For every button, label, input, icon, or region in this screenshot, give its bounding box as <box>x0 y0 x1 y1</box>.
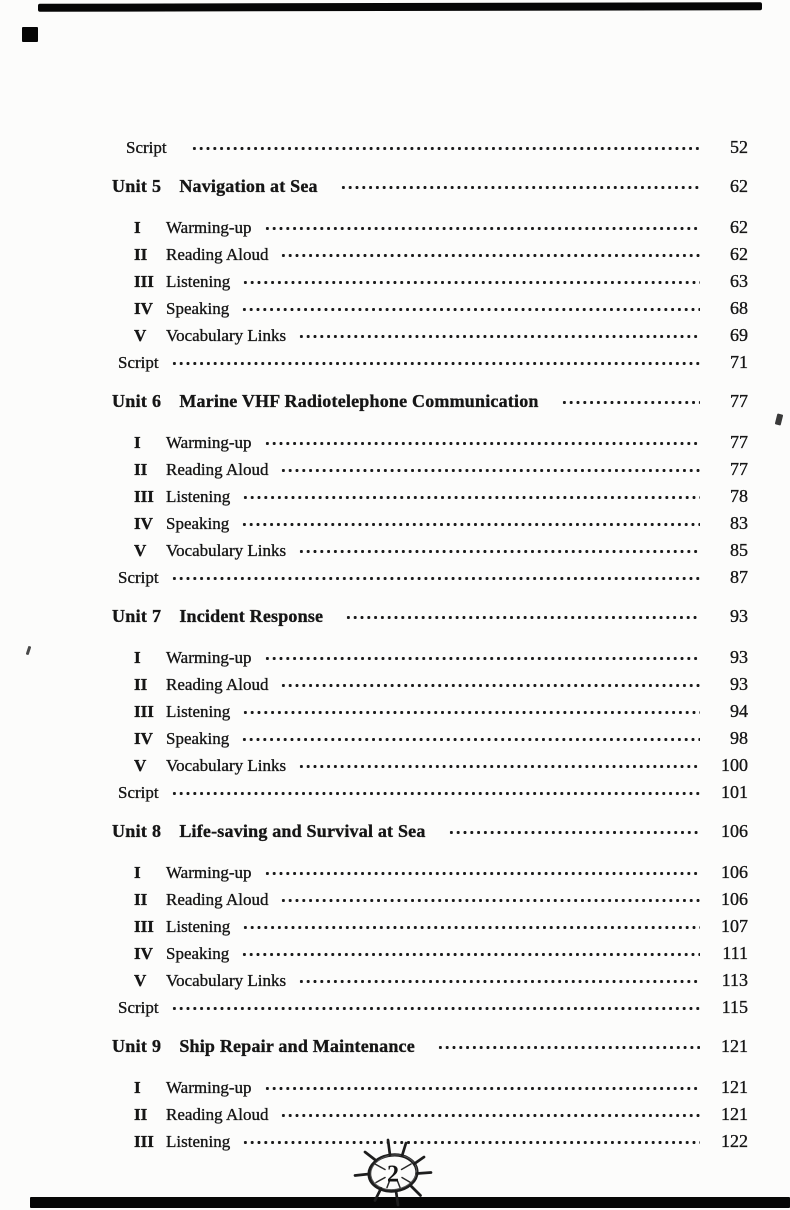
dot-leader <box>264 429 701 456</box>
toc-unit-row <box>0 388 790 415</box>
page-number-value: 93 <box>730 647 748 667</box>
toc-section-row <box>0 241 790 268</box>
dot-leader <box>345 603 700 630</box>
toc-section-row <box>0 752 790 779</box>
page-number-value: 77 <box>730 459 748 479</box>
section-label: Reading Aloud <box>166 459 269 479</box>
unit-title: Navigation at Sea <box>179 176 318 196</box>
section-numeral: I <box>134 217 141 237</box>
dot-leader <box>448 818 700 845</box>
dot-leader <box>171 564 700 591</box>
toc-section-row <box>0 429 790 456</box>
toc-script-row <box>0 994 790 1021</box>
section-numeral: III <box>134 486 154 506</box>
page-number-value: 93 <box>730 606 748 626</box>
dot-leader <box>171 779 700 806</box>
toc-unit-row <box>0 173 790 200</box>
section-numeral: II <box>134 889 148 909</box>
section-label: Warming-up <box>166 432 252 452</box>
section-numeral: III <box>134 1131 154 1151</box>
page-number-value: 115 <box>721 997 748 1017</box>
dot-leader <box>242 698 700 725</box>
page-number-value: 85 <box>730 540 748 560</box>
toc-section-row <box>0 322 790 349</box>
page-number-value: 62 <box>730 217 748 237</box>
dot-leader <box>264 644 701 671</box>
page-number-value: 83 <box>730 513 748 533</box>
section-numeral: III <box>134 701 154 721</box>
toc-section-row <box>0 456 790 483</box>
section-numeral: I <box>134 862 141 882</box>
section-numeral: IV <box>134 513 153 533</box>
section-label: Listening <box>166 701 231 721</box>
page-number-value: 94 <box>730 701 748 721</box>
toc-script-row <box>0 134 790 161</box>
section-numeral: II <box>134 1104 148 1124</box>
section-label: Listening <box>166 271 231 291</box>
section-numeral: I <box>134 432 141 452</box>
dot-leader <box>298 967 700 994</box>
page-number-value: 63 <box>730 271 748 291</box>
dot-leader <box>241 725 700 752</box>
page-number-value: 78 <box>730 486 748 506</box>
section-label: Warming-up <box>166 217 252 237</box>
page-number-value: 77 <box>730 432 748 452</box>
section-numeral: III <box>134 271 154 291</box>
section-label: Speaking <box>166 513 230 533</box>
section-label: Warming-up <box>166 647 252 667</box>
dot-leader <box>242 483 700 510</box>
dot-leader <box>242 1128 700 1155</box>
section-label: Reading Aloud <box>166 674 269 694</box>
section-label: Vocabulary Links <box>166 755 287 775</box>
toc-section-row <box>0 214 790 241</box>
unit-number: Unit 5 <box>112 176 162 196</box>
section-label: Speaking <box>166 298 230 318</box>
dot-leader <box>171 349 700 376</box>
section-label: Listening <box>166 916 231 936</box>
dot-leader <box>280 241 700 268</box>
toc-unit-row <box>0 1033 790 1060</box>
toc-unit-row <box>0 818 790 845</box>
section-label: Reading Aloud <box>166 1104 269 1124</box>
section-numeral: V <box>134 970 147 990</box>
dot-leader <box>242 268 700 295</box>
page-number-value: 107 <box>721 916 748 936</box>
toc-section-row <box>0 483 790 510</box>
page-number-value: 100 <box>721 755 748 775</box>
dot-leader <box>437 1033 700 1060</box>
section-numeral: II <box>134 459 148 479</box>
unit-number: Unit 7 <box>112 606 162 626</box>
dot-leader <box>340 173 700 200</box>
section-label: Vocabulary Links <box>166 970 287 990</box>
section-label: Script <box>118 352 159 372</box>
toc-section-row <box>0 1101 790 1128</box>
section-numeral: V <box>134 755 147 775</box>
section-numeral: IV <box>134 728 153 748</box>
section-numeral: IV <box>134 943 153 963</box>
toc-section-row <box>0 510 790 537</box>
dot-leader <box>280 671 700 698</box>
page-number-value: 69 <box>730 325 748 345</box>
dot-leader <box>298 537 700 564</box>
dot-leader <box>280 886 700 913</box>
page-number-value: 62 <box>730 244 748 264</box>
section-numeral: III <box>134 916 154 936</box>
page-number-value: 98 <box>730 728 748 748</box>
section-label: Speaking <box>166 728 230 748</box>
page-number-value: 122 <box>721 1131 748 1151</box>
page-number-value: 106 <box>721 889 748 909</box>
section-numeral: V <box>134 325 147 345</box>
toc-section-row <box>0 295 790 322</box>
dot-leader <box>280 1101 700 1128</box>
dot-leader <box>171 994 700 1021</box>
page-number-value: 106 <box>721 821 748 841</box>
page-number-value: 77 <box>730 391 748 411</box>
section-numeral: II <box>134 244 148 264</box>
dot-leader <box>298 322 700 349</box>
dot-leader <box>241 295 700 322</box>
page-number-value: 113 <box>721 970 748 990</box>
unit-title: Incident Response <box>179 606 324 626</box>
page-number-emblem <box>348 1136 438 1210</box>
toc-section-row <box>0 1074 790 1101</box>
dot-leader <box>191 134 700 161</box>
section-label: Speaking <box>166 943 230 963</box>
section-label: Warming-up <box>166 1077 252 1097</box>
page-number-value: 87 <box>730 567 748 587</box>
toc-section-row <box>0 940 790 967</box>
page-number-value: 121 <box>721 1077 748 1097</box>
page-number-value: 62 <box>730 176 748 196</box>
section-label: Warming-up <box>166 862 252 882</box>
dot-leader <box>241 940 700 967</box>
unit-number: Unit 6 <box>112 391 162 411</box>
section-label: Reading Aloud <box>166 889 269 909</box>
section-label: Script <box>118 782 159 802</box>
unit-title: Life-saving and Survival at Sea <box>179 821 426 841</box>
toc-script-row <box>0 349 790 376</box>
toc-section-row <box>0 268 790 295</box>
section-label: Script <box>118 567 159 587</box>
page-number-value: 52 <box>730 137 748 157</box>
dot-leader <box>264 859 701 886</box>
unit-title: Marine VHF Radiotelephone Communication <box>179 391 539 411</box>
unit-title: Ship Repair and Maintenance <box>179 1036 415 1056</box>
section-numeral: V <box>134 540 147 560</box>
page-number-value: 106 <box>721 862 748 882</box>
sun-wheel-circle-icon <box>348 1136 438 1210</box>
toc-unit-row <box>0 603 790 630</box>
page-number-value: 93 <box>730 674 748 694</box>
scan-artifact-corner-square <box>22 27 38 42</box>
page-number-value: 121 <box>721 1104 748 1124</box>
toc-section-row <box>0 698 790 725</box>
toc-section-row <box>0 725 790 752</box>
dot-leader <box>561 388 700 415</box>
toc-script-row <box>0 564 790 591</box>
dot-leader <box>280 456 700 483</box>
page-number-value: 111 <box>722 943 748 963</box>
page-number-value: 101 <box>721 782 748 802</box>
section-numeral: IV <box>134 298 153 318</box>
dot-leader <box>264 214 701 241</box>
unit-number: Unit 8 <box>112 821 162 841</box>
page-number-value: 121 <box>721 1036 748 1056</box>
section-label: Listening <box>166 486 231 506</box>
section-label: Script <box>118 997 159 1017</box>
page-number-value: 71 <box>730 352 748 372</box>
scan-artifact-top-bar <box>38 2 762 12</box>
section-numeral: II <box>134 674 148 694</box>
toc-section-row <box>0 967 790 994</box>
section-numeral: I <box>134 647 141 667</box>
section-label: Vocabulary Links <box>166 540 287 560</box>
dot-leader <box>264 1074 701 1101</box>
toc-section-row <box>0 537 790 564</box>
page-number: 2 <box>387 1161 399 1188</box>
dot-leader <box>241 510 700 537</box>
unit-number: Unit 9 <box>112 1036 162 1056</box>
toc-section-row <box>0 859 790 886</box>
section-label: Vocabulary Links <box>166 325 287 345</box>
toc-section-row <box>0 886 790 913</box>
toc-script-row <box>0 779 790 806</box>
toc-section-row <box>0 644 790 671</box>
section-label: Script <box>126 137 167 157</box>
dot-leader <box>242 913 700 940</box>
section-numeral: I <box>134 1077 141 1097</box>
section-label: Listening <box>166 1131 231 1151</box>
toc-section-row <box>0 913 790 940</box>
toc-section-row <box>0 671 790 698</box>
table-of-contents <box>0 134 790 1155</box>
section-label: Reading Aloud <box>166 244 269 264</box>
dot-leader <box>298 752 700 779</box>
page-number-value: 68 <box>730 298 748 318</box>
